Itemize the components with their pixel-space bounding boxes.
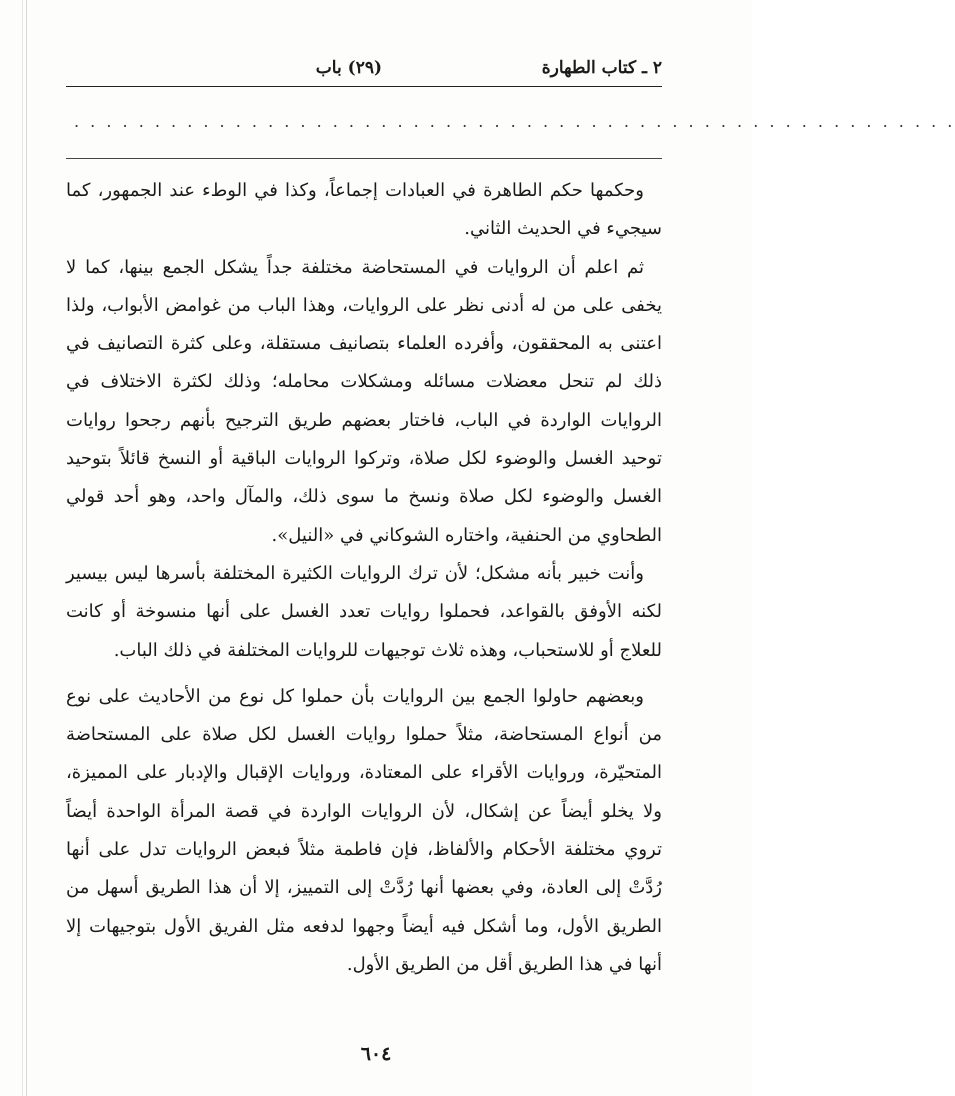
running-header	[66, 58, 662, 88]
page-number: ٦٠٤	[360, 1043, 392, 1065]
binding-edge-line	[22, 0, 23, 1096]
dotted-line: . . . . . . . . . . . . . . . . . . . . . . . . . . . . . . . . . . . . . . . . . . . . . . . . . . . . . . .	[74, 112, 955, 131]
paragraph-2: ثم اعلم أن الروايات في المستحاضة مختلفة جداً يشكل الجمع بينها، كما لا يخفى على من له أدنى نظر على الروايات، وهذا الباب من غوامض الأبواب، ولذا اعتنى به المحققون، وأفرده العلماء بتصانيف مستقلة، وعلى كثرة التصانيف في ذلك لم تنحل معضلات مسائله ومشكلات محامله؛ وذلك لكثرة الاختلاف في الروايات الواردة في الباب، فاختار بعضهم طريق الترجيح بأنهم رجحوا روايات توحيد الغسل والوضوء لكل صلاة، وتركوا الروايات الباقية أو النسخ قائلاً بتوحيد الغسل والوضوء لكل صلاة ونسخ ما سوى ذلك، والمآل واحد، وهو أحد قولي الطحاوي من الحنفية، واختاره الشوكاني في «النيل».	[66, 256, 662, 546]
paragraph-1: وحكمها حكم الطاهرة في العبادات إجماعاً، وكذا في الوطء عند الجمهور، كما سيجيء في الحديث الثاني.	[66, 180, 662, 240]
body-text	[66, 172, 662, 984]
paragraph-3: وأنت خبير بأنه مشكل؛ لأن ترك الروايات الكثيرة المختلفة بأسرها ليس بيسير لكنه الأوفق بالقواعد، فحملوا روايات تعدد الغسل على أنها منسوخة أو كانت للعلاج أو للاستحباب، وهذه ثلاث توجيهات للروايات المختلفة في ذلك الباب.	[66, 562, 662, 661]
header-rule	[66, 86, 662, 87]
paragraph-4: وبعضهم حاولوا الجمع بين الروايات بأن حملوا كل نوع من الأحاديث على نوع من أنواع المستحاضة، مثلاً حملوا روايات الغسل لكل صلاة على المستحاضة المتحيّرة، وروايات الأقراء على المعتادة، وروايات الإقبال والإدبار على المميزة، ولا يخلو أيضاً عن إشكال، لأن الروايات الواردة في قصة المرأة الواحدة أيضاً تروي مختلفة الأحكام والألفاظ، فإن فاطمة مثلاً فبعض الروايات تدل على أنها رُدَّتْ إلى العادة، وفي بعضها أنها رُدَّتْ إلى التمييز، إلا أن هذا الطريق أسهل من الطريق الأول، وما أشكل فيه أيضاً وجهوا لدفعه مثل الفريق الأول بتوجيهات إلا أنها في هذا الطريق أقل من الطريق الأول.	[66, 685, 662, 975]
section-title: (٢٩) باب	[315, 58, 382, 78]
binding-margin-line	[26, 0, 27, 1096]
separator-rule	[66, 158, 662, 159]
chapter-title: ٢ ـ كتاب الطهارة	[541, 58, 662, 78]
